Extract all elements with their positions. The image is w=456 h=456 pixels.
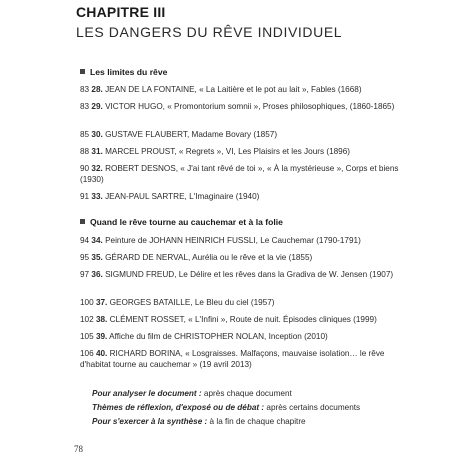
legend-line <box>92 402 392 414</box>
entry-text: MARCEL PROUST, « Regrets », VI, Les Plaisirs et les Jours (1896) <box>105 147 351 156</box>
entry-number: 30. <box>91 130 103 139</box>
toc-entry[interactable] <box>80 84 406 95</box>
entry-page: 90 <box>80 164 90 173</box>
entry-number: 31. <box>91 147 103 156</box>
toc-entry[interactable] <box>80 348 406 370</box>
entry-text: GÉRARD DE NERVAL, Aurélia ou le rêve et la vie (1855) <box>105 253 313 262</box>
entry-number: 32. <box>91 164 103 173</box>
entry-number: 36. <box>91 270 103 279</box>
entry-number: 29. <box>91 102 103 111</box>
legend-label: Thèmes de réflexion, d'exposé ou de débat : <box>92 403 265 412</box>
legend-line <box>92 416 392 428</box>
entry-number: 34. <box>91 236 103 245</box>
entry-text: GUSTAVE FLAUBERT, Madame Bovary (1857) <box>105 130 278 139</box>
toc-entry[interactable] <box>80 297 406 308</box>
entry-number: 37. <box>95 298 108 307</box>
toc-entry[interactable] <box>80 163 406 185</box>
entry-page: 106 <box>80 349 94 358</box>
entry-page: 94 <box>80 236 90 245</box>
legend-text: après certains documents <box>264 403 361 412</box>
entry-page: 83 <box>80 102 90 111</box>
square-bullet-icon <box>80 219 85 224</box>
entry-text: RICHARD BORINA, « Losgraisses. Malfaçons, mauvaise isolation… le rêve d'habitat tourne au cauchemar » (19 avril 2013) <box>80 349 385 369</box>
entry-page: 91 <box>80 192 90 201</box>
entry-text: JEAN DE LA FONTAINE, « La Laitière et le pot au lait », Fables (1668) <box>105 85 362 94</box>
toc-entry[interactable] <box>80 191 406 202</box>
toc-entry[interactable] <box>80 314 406 325</box>
toc-entry[interactable] <box>80 269 406 280</box>
section-heading-text: Quand le rêve tourne au cauchemar et à la folie <box>90 217 283 227</box>
entry-text: GEORGES BATAILLE, Le Bleu du ciel (1957) <box>109 298 275 307</box>
entry-number: 33. <box>91 192 103 201</box>
entry-number: 28. <box>91 85 103 94</box>
entry-page: 102 <box>80 315 94 324</box>
entry-number: 35. <box>91 253 103 262</box>
toc-entry[interactable] <box>80 235 406 246</box>
entry-page: 97 <box>80 270 90 279</box>
entry-number: 39. <box>95 332 108 341</box>
legend-text: après chaque document <box>201 389 292 398</box>
entry-page: 100 <box>80 298 94 307</box>
entry-text: ROBERT DESNOS, « J'ai tant rêvé de toi », « À la mystérieuse », Corps et biens (1930) <box>80 164 399 184</box>
entry-text: CLÉMENT ROSSET, « L'Infini », Route de nuit. Épisodes cliniques (1999) <box>109 315 377 324</box>
legend-label: Pour s'exercer à la synthèse : <box>92 417 208 426</box>
entry-page: 105 <box>80 332 94 341</box>
section-heading-text: Les limites du rêve <box>90 67 168 77</box>
entry-text: Peinture de JOHANN HEINRICH FUSSLI, Le Cauchemar (1790-1791) <box>105 236 361 245</box>
section-heading <box>80 217 283 227</box>
chapter-title: LES DANGERS DU RÊVE INDIVIDUEL <box>76 24 343 40</box>
legend-label: Pour analyser le document : <box>92 389 202 398</box>
page-number: 78 <box>74 444 83 454</box>
entry-page: 85 <box>80 130 90 139</box>
chapter-label: CHAPITRE III <box>76 4 166 20</box>
legend-line <box>92 388 392 400</box>
entry-text: JEAN-PAUL SARTRE, L'Imaginaire (1940) <box>105 192 260 201</box>
section-heading <box>80 67 167 77</box>
toc-entry[interactable] <box>80 101 406 112</box>
entry-page: 83 <box>80 85 90 94</box>
entry-text: SIGMUND FREUD, Le Délire et les rêves dans la Gradiva de W. Jensen (1907) <box>105 270 394 279</box>
square-bullet-icon <box>80 69 85 74</box>
toc-entry[interactable] <box>80 331 406 342</box>
entry-page: 88 <box>80 147 90 156</box>
toc-entry[interactable] <box>80 129 406 140</box>
toc-entry[interactable] <box>80 146 406 157</box>
entry-page: 95 <box>80 253 90 262</box>
entry-number: 40. <box>95 349 108 358</box>
legend-text: à la fin de chaque chapitre <box>207 417 306 426</box>
entry-text: Affiche du film de CHRISTOPHER NOLAN, Inception (2010) <box>109 332 328 341</box>
toc-entry[interactable] <box>80 252 406 263</box>
entry-text: VICTOR HUGO, « Promontorium somnii », Proses philosophiques, (1860-1865) <box>105 102 395 111</box>
entry-number: 38. <box>95 315 108 324</box>
